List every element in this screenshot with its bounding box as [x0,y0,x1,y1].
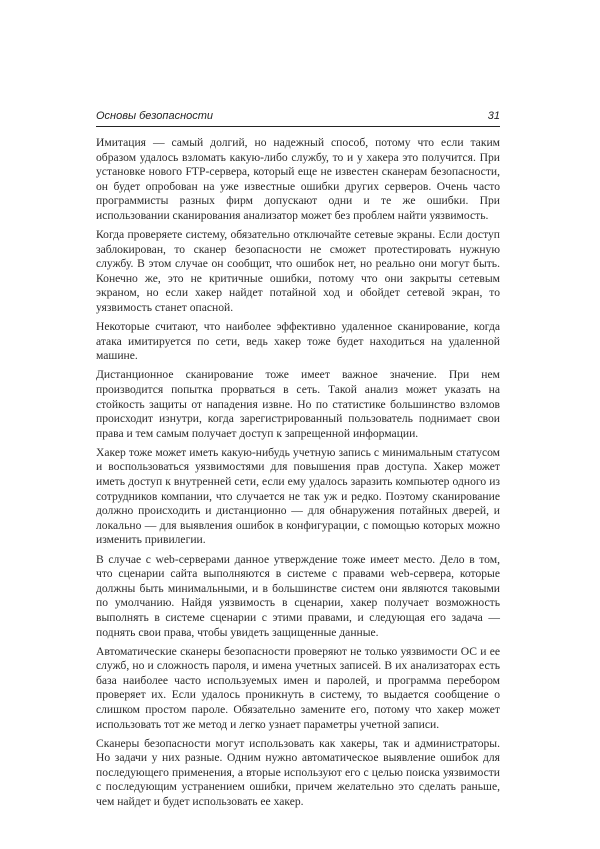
paragraph: Хакер тоже может иметь какую-нибудь учетную запись с минимальным статусом и воспользоваться уязвимостями для повышения прав доступа. Хакер может иметь доступ к внутренней сети, если ему удалось заразить компьютер одного из сотрудников компании, что случается не так уж и редко. Поэтому сканирование должно происходить и дистанционно — для обнаружения потайных дверей, и локально — для выявления ошибок в конфигурации, с помощью которых можно изменить привилегии. [96,445,500,547]
chapter-title: Основы безопасности [96,110,214,122]
running-header [96,110,500,127]
paragraph: Некоторые считают, что наиболее эффективно удаленное сканирование, когда атака имитируется по сети, ведь хакер тоже будет находиться на удаленной машине. [96,320,500,363]
body-text [96,136,500,814]
paragraph: Автоматические сканеры безопасности проверяют не только уязвимости ОС и ее служб, но и сложность пароля, и имена учетных записей. В их анализаторах есть база наиболее часто используемых имен и паролей, и программа перебором проверяет их. Если удалось проникнуть в систему, то выдается сообщение о слишком простом пароле. Обязательно замените его, потому что хакер может использовать тот же метод и легко узнает параметры учетной записи. [96,644,500,731]
paragraph: Дистанционное сканирование тоже имеет важное значение. При нем производится попытка прорваться в сеть. Такой анализ может указать на стойкость защиты от нападения извне. Но по статистике большинство взломов происходит изнутри, когда зарегистрированный пользователь поднимает свои права и тем самым получает доступ к запрещенной информации. [96,368,500,440]
paragraph: Сканеры безопасности могут использовать как хакеры, так и администраторы. Но задачи у них разные. Одним нужно автоматическое выявление ошибок для последующего применения, а вторые используют его с целью поиска уязвимости с последующим устранением ошибки, причем желательно это сделать раньше, чем найдет и будет использовать ее хакер. [96,736,500,809]
paragraph: В случае с web-серверами данное утверждение тоже имеет место. Дело в том, что сценарии сайта выполняются в системе с правами web-сервера, которые должны быть минимальными, и в большинстве систем они являются таковыми по умолчанию. Найдя уязвимость в сценарии, хакер получает возможность выполнять в системе сценарии с этими правами, и следующая его задача — поднять свои права, чтобы увидеть защищенные данные. [96,552,500,639]
paragraph: Когда проверяете систему, обязательно отключайте сетевые экраны. Если доступ заблокирован, то сканер безопасности не сможет протестировать нужную службу. В этом случае он сообщит, что ошибок нет, но реально они могут быть. Конечно же, это не критичные ошибки, потому что они закрыты сетевым экраном, но если хакер найдет потайной ход и обойдет сетевой экран, то уязвимость станет опасной. [96,228,500,315]
paragraph: Имитация — самый долгий, но надежный способ, потому что если таким образом удалось взломать какую-либо службу, то и у хакера это получится. При установке нового FTP-сервера, который еще не известен сканерам безопасности, он будет опробован на уже известные ошибки других серверов. Очень часто программисты разных фирм допускают одни и те же ошибки. При использовании сканирования анализатор может без проблем найти уязвимость. [96,136,500,222]
page-number: 31 [487,110,500,122]
